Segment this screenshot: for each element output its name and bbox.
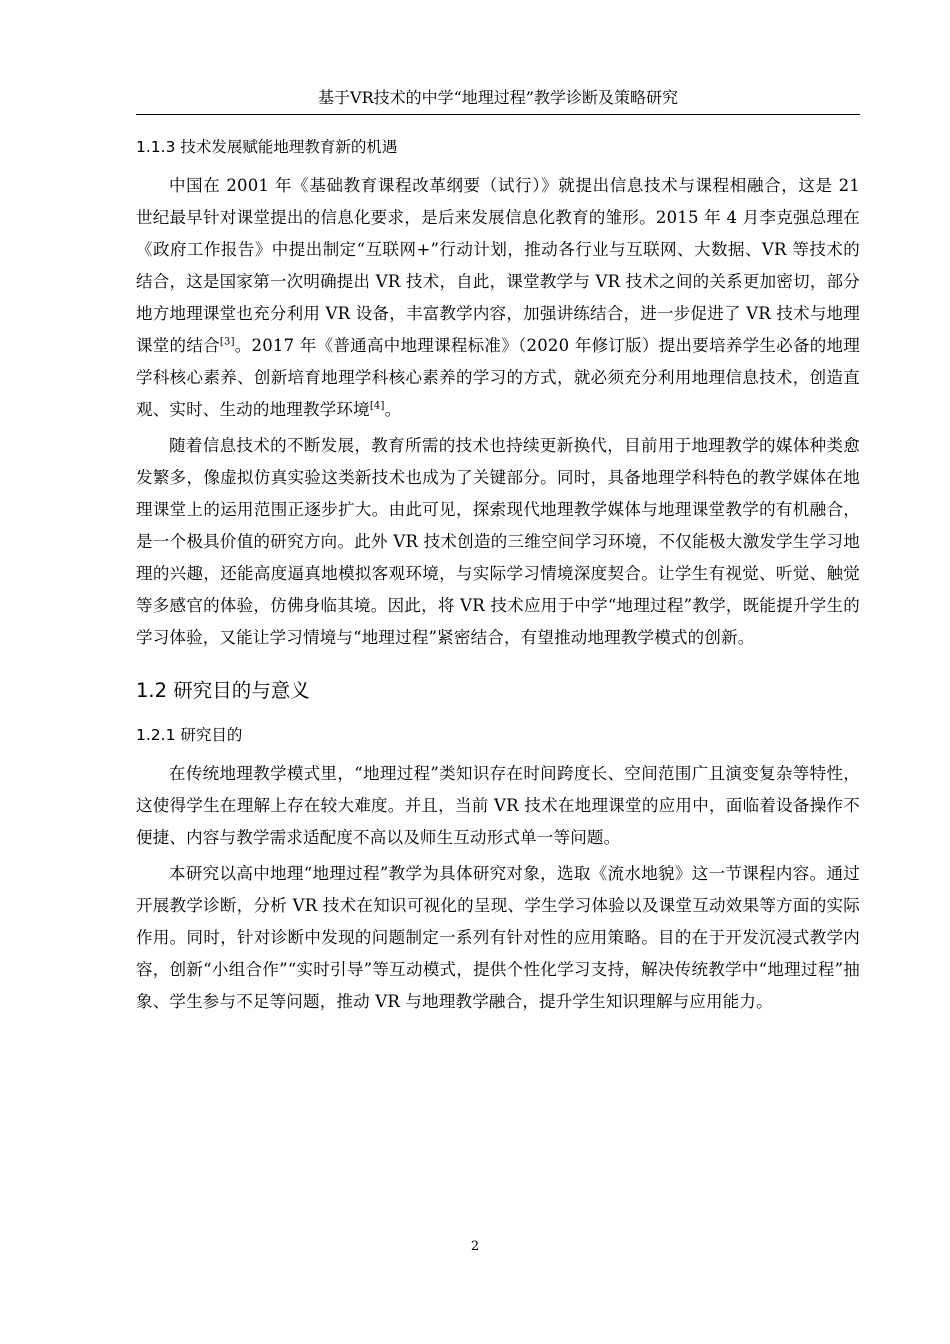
header-rule <box>136 114 860 115</box>
running-header: 基于VR技术的中学“地理过程”教学诊断及策略研究 <box>318 88 678 107</box>
paragraph-text: 。2017 年《普通高中地理课程标准》（2020 年修订版）提出要培养学生必备的地理学科核心素养、创新培育地理学科核心素养的学习的方式，就必须充分利用地理信息技术，创造直观、实时、生动的地理教学环境 <box>136 336 861 419</box>
paragraph-research-purpose: 本研究以高中地理“地理过程”教学为具体研究对象，选取《流水地貌》这一节课程内容。通过开展教学诊断，分析 VR 技术在知识可视化的呈现、学生学习体验以及课堂互动效果等方面的实际作用。同时，针对诊断中发现的问题制定一系列有针对性的应用策略。目的在于开发沉浸式教学内容，创新“小组合作”“实时引导”等互动模式，提供个性化学习支持，解决传统教学中“地理过程”抽象、学生参与不足等问题，推动 VR 与地理教学融合，提升学生知识理解与应用能力。 <box>136 864 860 1011</box>
citation-3: [3] <box>219 336 235 348</box>
section-heading-1-2-1: 1.2.1 研究目的 <box>136 726 243 744</box>
section-heading-1-2: 1.2 研究目的与意义 <box>136 679 310 702</box>
page-body <box>136 134 860 1022</box>
paragraph-text: 中国在 2001 年《基础教育课程改革纲要（试行）》就提出信息技术与课程相融合，这是 21 世纪最早针对课堂提出的信息化要求，是后来发展信息化教育的雏形。2015 年 4 月李克强总理在《政府工作报告》中提出制定“互联网+”行动计划，推动各行业与互联网、大数据、VR 等技术的结合，这是国家第一次明确提出 VR 技术，自此，课堂教学与 VR 技术之间的关系更加密切，部分地方地理课堂也充分利用 VR 设备，丰富教学内容，加强讲练结合，进一步促进了 VR 技术与地理课堂的结合 <box>136 176 860 355</box>
paragraph-policy-history <box>136 170 860 426</box>
page-number: 2 <box>470 1239 480 1254</box>
paragraph-research-background: 在传统地理教学模式里，“地理过程”类知识存在时间跨度长、空间范围广且演变复杂等特性，这使得学生在理解上存在较大难度。并且，当前 VR 技术在地理课堂的应用中，面临着设备操作不便捷、内容与教学需求适配度不高以及师生互动形式单一等问题。 <box>136 764 860 847</box>
citation-4: [4] <box>369 400 385 412</box>
section-heading-1-1-3: 1.1.3 技术发展赋能地理教育新的机遇 <box>136 138 398 156</box>
paragraph-technology-development: 随着信息技术的不断发展，教育所需的技术也持续更新换代，目前用于地理教学的媒体种类愈发繁多，像虚拟仿真实验这类新技术也成为了关键部分。同时，具备地理学科特色的教学媒体在地理课堂上的运用范围正逐步扩大。由此可见，探索现代地理教学媒体与地理课堂教学的有机融合，是一个极具价值的研究方向。此外 VR 技术创造的三维空间学习环境，不仅能极大激发学生学习地理的兴趣，还能高度逼真地模拟客观环境，与实际学习情境深度契合。让学生有视觉、听觉、触觉等多感官的体验，仿佛身临其境。因此，将 VR 技术应用于中学“地理过程”教学，既能提升学生的学习体验，又能让学习情境与“地理过程”紧密结合，有望推动地理教学模式的创新。 <box>136 436 860 647</box>
paragraph-text: 。 <box>384 400 402 419</box>
